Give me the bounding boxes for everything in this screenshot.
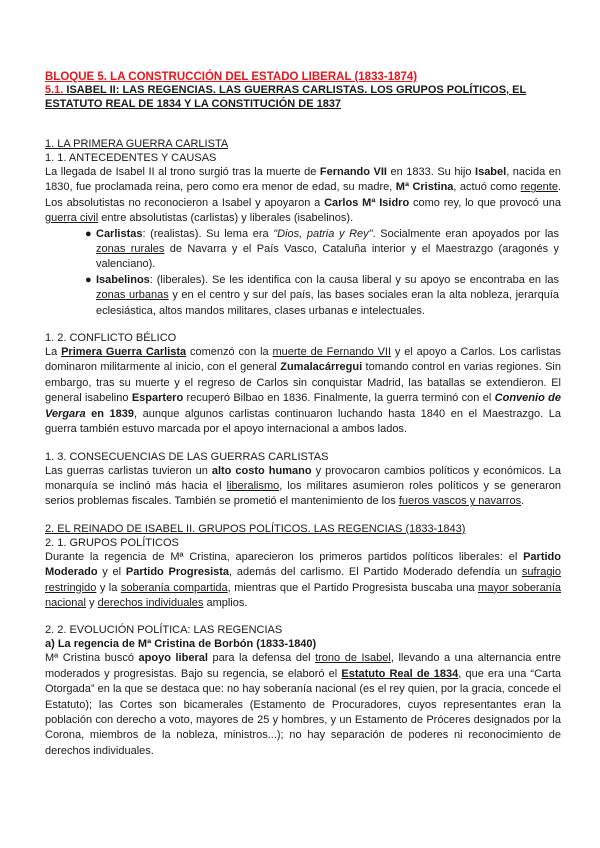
paragraph-grupos: Durante la regencia de Mª Cristina, aparecieron los primeros partidos políticos liberales: el Partido Moderado y el Partido Progresista, además del carlismo. El Partido Moderado defendía un sufragio restringido y la soberanía compartida, mientras que el Partido Progresista buscaba una mayor soberanía nacional y derechos individuales amplios. bbox=[45, 550, 562, 609]
bullet-icon: ● bbox=[85, 273, 92, 286]
section-subtitle bbox=[45, 84, 561, 111]
list-item-isabelinos: ● Isabelinos: (liberales). Se les identifica con la causa liberal y su apoyo se encontraba en las zonas urbanas y en el centro y sur del país, las bases sociales eran la alta nobleza, jerarquía eclesiástica, altos mandos militares, clases urbanas e intelectuales. bbox=[85, 273, 560, 317]
subheading-grupos: 2. 1. GRUPOS POLÍTICOS bbox=[45, 536, 179, 549]
paragraph-consecuencias: Las guerras carlistas tuvieron un alto costo humano y provocaron cambios políticos y económicos. La monarquía se inclinó más hacia el liberalismo, los militares asumieron roles políticos y se generaron serios problemas fiscales. También se prometió el mantenimiento de los fueros vascos y navarros. bbox=[45, 464, 561, 508]
subheading-antecedentes: 1. 1. ANTECEDENTES Y CAUSAS bbox=[45, 152, 217, 164]
bullet-icon: ● bbox=[85, 227, 92, 240]
subheading-consecuencias: 1. 3. CONSECUENCIAS DE LAS GUERRAS CARLISTAS bbox=[45, 450, 329, 463]
paragraph-regencia-cristina: Mª Cristina buscó apoyo liberal para la defensa del trono de Isabel, llevando a una alternancia entre moderados y progresistas. Bajo su regencia, se elaboró el Estatuto Real de 1834, que era una “Carta Otorgada” en la que se destaca que: no hay soberanía nacional (es el rey quien, por la gracia, concede el Estatuto); las Cortes son bicamerales (Estamento de Procuradores, cuyos representantes eran la población con derecho a voto, mayores de 25 y hombres, y un Estamento de Próceres designados por la Corona, miembros de la nobleza, ministros...); no hay separación de poderes ni reconocimiento de derechos individuales. bbox=[45, 652, 562, 757]
subtitle-number: 5.1. bbox=[45, 84, 64, 96]
paragraph-antecedentes: La llegada de Isabel II al trono surgió tras la muerte de Fernando VII en 1833. Su hijo Isabel, nacida en 1830, fue proclamada reina, pero como era menor de edad, su madre, Mª Cristina, actuó como regente. Los absolutistas no reconocieron a Isabel y apoyaron a Carlos Mª Isidro como rey, lo que provocó una guerra civil entre absolutistas (carlistas) y liberales (isabelinos). bbox=[45, 166, 561, 225]
bandos-list bbox=[45, 227, 561, 319]
document-page bbox=[45, 70, 561, 759]
paragraph-conflicto: La Primera Guerra Carlista comenzó con la muerte de Fernando VII y el apoyo a Carlos. Los carlistas dominaron militarmente al inicio, con el general Zumalacárregui tomando control en varias regiones. Sin embargo, tras su muerte y el regreso de Carlos sin conquistar Madrid, las batallas se extendieron. El general isabelino Espartero recuperó Bilbao en 1836. Finalmente, la guerra terminó con el Convenio de Vergara en 1839, aunque algunos carlistas continuaron luchando hasta 1840 en el Maestrazgo. La guerra también estuvo marcada por el apoyo internacional a ambos lados. bbox=[45, 346, 562, 436]
bloque-title: BLOQUE 5. LA CONSTRUCCIÓN DEL ESTADO LIBERAL (1833-1874) bbox=[45, 71, 418, 83]
subtitle-text: ISABEL II: LAS REGENCIAS. LAS GUERRAS CARLISTAS. LOS GRUPOS POLÍTICOS, EL ESTATUTO REAL DE 1834 Y LA CONSTITUCIÓN DE 1837 bbox=[45, 84, 527, 110]
heading-reinado-isabel: 2. EL REINADO DE ISABEL II. GRUPOS POLÍTICOS. LAS REGENCIAS (1833-1843) bbox=[45, 522, 466, 535]
list-item-carlistas: ● Carlistas: (realistas). Su lema era "Dios, patria y Rey". Socialmente eran apoyados por las zonas rurales de Navarra y el País Vasco, Cataluña interior y el Maestrazgo (aragonés y valenciano). bbox=[85, 227, 559, 271]
heading-primera-guerra: 1. LA PRIMERA GUERRA CARLISTA bbox=[45, 138, 229, 150]
subheading-regencias: 2. 2. EVOLUCIÓN POLÍTICA: LAS REGENCIAS bbox=[45, 624, 283, 637]
subheading-conflicto: 1. 2. CONFLICTO BÉLICO bbox=[45, 332, 177, 345]
subheading-regencia-cristina: a) La regencia de Mª Cristina de Borbón (1833-1840) bbox=[45, 638, 317, 651]
